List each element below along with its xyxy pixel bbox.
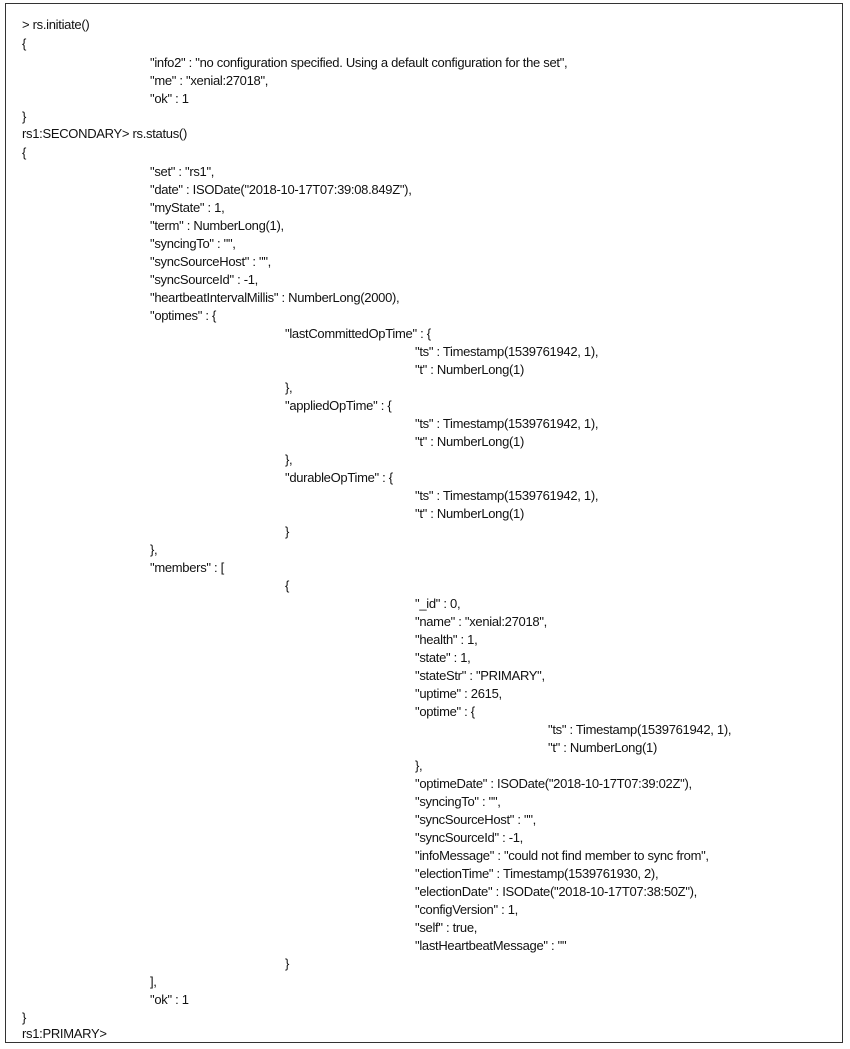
- output-line: "t" : NumberLong(1): [415, 434, 525, 449]
- output-line: "t" : NumberLong(1): [415, 506, 525, 521]
- output-line: },: [285, 380, 293, 395]
- output-line: "name" : "xenial:27018",: [415, 614, 547, 629]
- output-line: "syncingTo" : "",: [415, 794, 501, 809]
- output-line: "heartbeatIntervalMillis" : NumberLong(2000),: [150, 290, 400, 305]
- output-line: "optime" : {: [415, 704, 475, 719]
- output-line: "optimeDate" : ISODate("2018-10-17T07:39:02Z"),: [415, 776, 692, 791]
- output-line: }: [285, 956, 290, 971]
- output-line: "members" : [: [150, 560, 224, 575]
- output-line: {: [285, 578, 290, 593]
- output-line: "syncingTo" : "",: [150, 236, 236, 251]
- output-line: "lastHeartbeatMessage" : "": [415, 938, 567, 953]
- output-line: "appliedOpTime" : {: [285, 398, 392, 413]
- output-line: },: [415, 758, 423, 773]
- output-line: {: [22, 145, 27, 160]
- output-line: "health" : 1,: [415, 632, 478, 647]
- output-line: "state" : 1,: [415, 650, 471, 665]
- output-line: "configVersion" : 1,: [415, 902, 518, 917]
- output-line: "ok" : 1: [150, 91, 189, 106]
- output-line: "syncSourceHost" : "",: [415, 812, 536, 827]
- output-line: "syncSourceHost" : "",: [150, 254, 271, 269]
- output-line: }: [22, 109, 27, 124]
- output-line: "t" : NumberLong(1): [548, 740, 658, 755]
- output-line: },: [285, 452, 293, 467]
- output-line: "_id" : 0,: [415, 596, 461, 611]
- output-line: "set" : "rs1",: [150, 164, 215, 179]
- output-line: "ts" : Timestamp(1539761942, 1),: [415, 344, 599, 359]
- output-line: }: [22, 1010, 27, 1025]
- output-line: "electionDate" : ISODate("2018-10-17T07:38:50Z"),: [415, 884, 697, 899]
- command-line: rs1:SECONDARY> rs.status(): [22, 126, 187, 141]
- output-line: "optimes" : {: [150, 308, 217, 323]
- command-line: > rs.initiate(): [22, 17, 90, 32]
- output-line: "ts" : Timestamp(1539761942, 1),: [548, 722, 732, 737]
- output-line: "me" : "xenial:27018",: [150, 73, 269, 88]
- output-line: "syncSourceId" : -1,: [150, 272, 258, 287]
- output-line: }: [285, 524, 290, 539]
- output-line: "electionTime" : Timestamp(1539761930, 2),: [415, 866, 659, 881]
- output-line: {: [22, 36, 27, 51]
- output-line: "infoMessage" : "could not find member to sync from",: [415, 848, 709, 863]
- output-line: "t" : NumberLong(1): [415, 362, 525, 377]
- output-line: ],: [150, 974, 157, 989]
- output-line: "term" : NumberLong(1),: [150, 218, 284, 233]
- output-line: "lastCommittedOpTime" : {: [285, 326, 431, 341]
- output-line: "durableOpTime" : {: [285, 470, 393, 485]
- command-prompt[interactable]: rs1:PRIMARY>: [22, 1026, 107, 1041]
- output-line: "info2" : "no configuration specified. Using a default configuration for the set",: [150, 55, 568, 70]
- output-line: "date" : ISODate("2018-10-17T07:39:08.849Z"),: [150, 182, 412, 197]
- output-line: "ts" : Timestamp(1539761942, 1),: [415, 488, 599, 503]
- output-line: "ok" : 1: [150, 992, 189, 1007]
- output-line: "self" : true,: [415, 920, 478, 935]
- output-line: "syncSourceId" : -1,: [415, 830, 523, 845]
- output-line: "stateStr" : "PRIMARY",: [415, 668, 545, 683]
- output-line: "ts" : Timestamp(1539761942, 1),: [415, 416, 599, 431]
- output-line: "myState" : 1,: [150, 200, 225, 215]
- output-line: "uptime" : 2615,: [415, 686, 502, 701]
- output-line: },: [150, 542, 158, 557]
